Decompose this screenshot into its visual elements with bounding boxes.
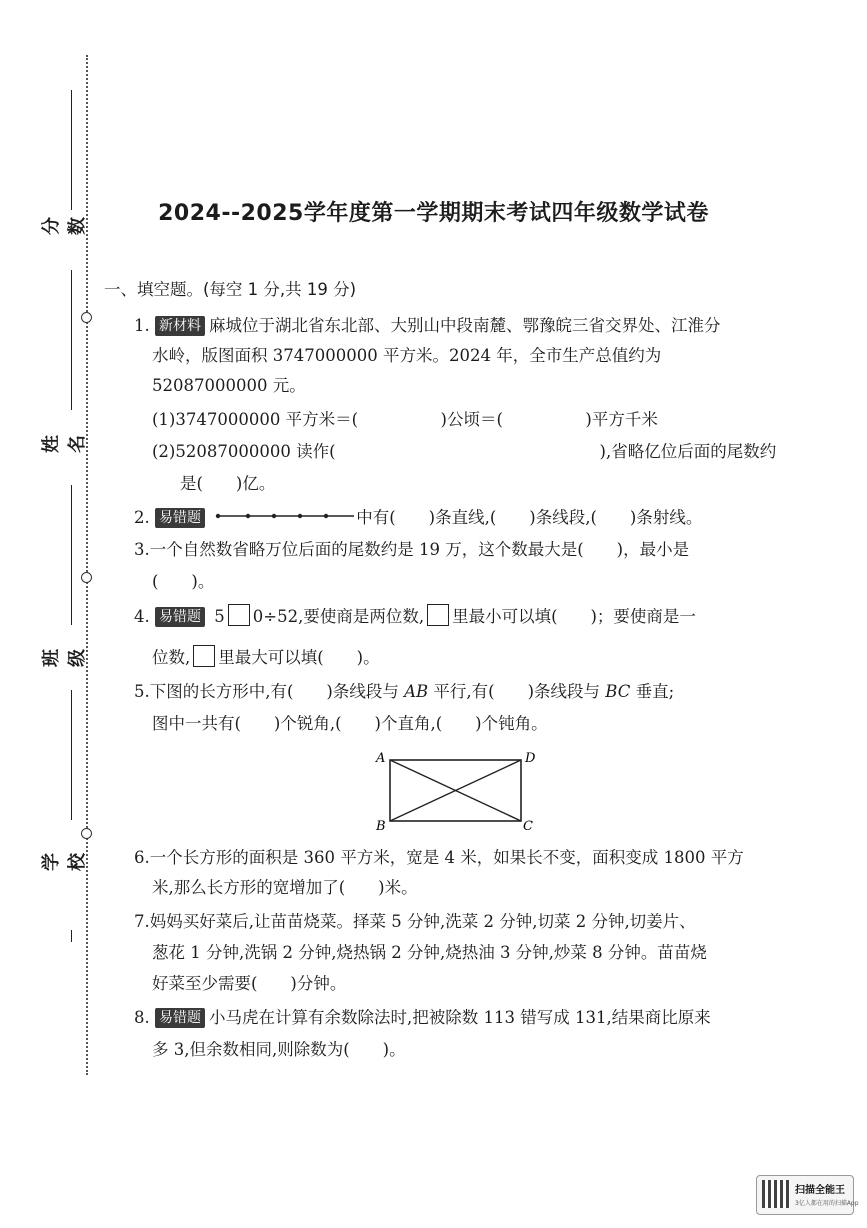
qr-code-icon [762,1180,790,1208]
q8-text-1: 小马虎在计算有余数除法时,把被除数 113 错写成 131,结果商比原来 [209,1008,711,1027]
q1-sub1: (1)3747000000 平方米＝( )公顷＝( )平方千米 [152,410,658,429]
q8-tag-badge: 易错题 [155,1008,205,1028]
label-c: C [523,819,533,834]
scanner-subtitle: 3亿人都在用的扫描App [795,1200,859,1207]
q2-line-figure [214,509,356,523]
name-line [71,270,72,410]
school-line [71,690,72,820]
q2-text: 中有( )条直线,( )条线段,( )条射线。 [356,508,703,527]
label-d: D [525,751,536,766]
q2-tag-badge: 易错题 [155,508,205,528]
q8-line2: 多 3,但余数相同,则除数为( )。 [152,1040,406,1059]
q4-pre: 5 [214,607,225,626]
q4-line2b: 里最大可以填( )。 [218,648,380,667]
scanner-brand: 扫描全能王 [795,1185,845,1196]
sidebar-tick [71,930,72,942]
scanner-watermark [756,1175,859,1215]
binding-hole-icon [81,828,92,839]
q1-line3: 52087000000 元。 [152,376,306,395]
q5-text-b: 平行,有( )条线段与 [428,682,606,701]
q6-line1: 6.一个长方形的面积是 360 平方米，宽是 4 米，如果长不变，面积变成 1800 平方 [134,848,744,867]
q6-line2: 米,那么长方形的宽增加了( )米。 [152,878,418,897]
name-label: 姓名 [41,435,88,453]
q4-blank-box [427,604,449,626]
q4-mid1: 0÷52,要使商是两位数, [252,607,425,626]
q2-number: 2. [134,508,150,527]
score-line [71,90,72,210]
binding-hole-icon [81,312,92,323]
q3-line2: ( )。 [152,572,215,591]
page-title: 2024--2025学年度第一学期期末考试四年级数学试卷 [158,201,709,226]
score-label: 分数 [41,217,88,235]
q5-text-c: 垂直; [630,682,675,701]
q7-line1: 7.妈妈买好菜后,让苗苗烧菜。择菜 5 分钟,洗菜 2 分钟,切菜 2 分钟,切姜片、 [134,912,696,931]
binding-hole-icon [81,572,92,583]
q4-blank-box [228,604,250,626]
q7-line2: 葱花 1 分钟,洗锅 2 分钟,烧热锅 2 分钟,烧热油 3 分钟,炒菜 8 分钟。苗苗烧 [152,943,707,962]
q1-text-1: 麻城位于湖北省东北部、大别山中段南麓、鄂豫皖三省交界处、江淮分 [209,316,721,335]
q8-number: 8. [134,1008,150,1027]
q3-line1: 3.一个自然数省略万位后面的尾数约是 19 万，这个数最大是( )，最小是 [134,540,690,559]
q4-number: 4. [134,607,150,626]
label-b: B [376,819,386,834]
q1-sub2: (2)52087000000 读作( ),省略亿位后面的尾数约 [152,442,777,461]
q8-line1 [134,1006,711,1030]
q5-segment-ab: AB [404,682,429,701]
class-label: 班级 [41,649,88,667]
q5-segment-bc: BC [605,682,631,701]
q4-mid2: 里最小可以填( )；要使商是一 [452,607,696,626]
q1-line2: 水岭，版图面积 3747000000 平方米。2024 年，全市生产总值约为 [152,346,662,365]
q5-text-a: 5.下图的长方形中,有( )条线段与 [134,682,405,701]
label-a: A [376,751,386,766]
q7-line3: 好菜至少需要( )分钟。 [152,974,347,993]
q5-line1 [134,680,674,704]
rectangle-figure [370,746,540,836]
q1-sub2b: 是( )亿。 [180,474,276,493]
section-heading: 一、填空题。(每空 1 分,共 19 分) [104,280,357,299]
q1-number: 1. [134,316,150,335]
q5-line2: 图中一共有( )个锐角,( )个直角,( )个钝角。 [152,714,548,733]
school-label: 学校 [41,853,88,871]
q4-tag-badge: 易错题 [155,607,205,627]
class-line [71,485,72,625]
q4-line2 [152,645,380,670]
q1-line1 [134,314,780,338]
q4-line1 [134,604,696,629]
q4-line2a: 位数, [152,648,191,667]
q2-line [134,506,702,530]
q4-blank-box [193,645,215,667]
q1-tag-badge: 新材料 [155,316,205,336]
